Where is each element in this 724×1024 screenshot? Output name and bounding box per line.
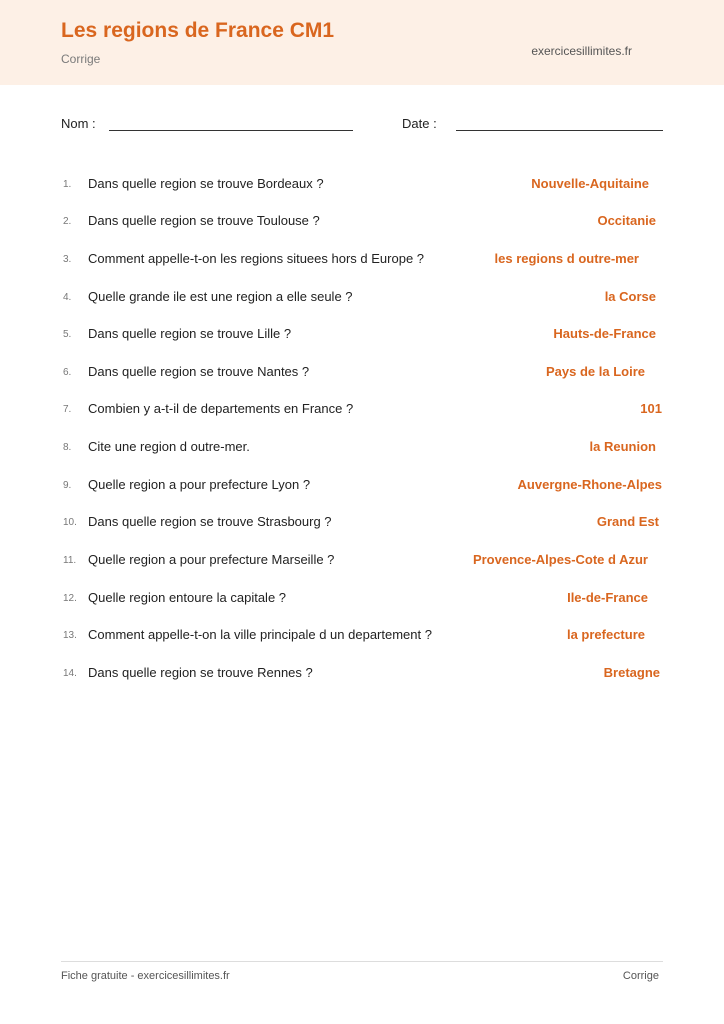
question-row xyxy=(0,326,724,346)
question-text: Dans quelle region se trouve Lille ? xyxy=(88,326,292,341)
question-answer: Ile-de-France xyxy=(567,590,648,605)
question-number: 14. xyxy=(63,668,77,679)
question-text: Comment appelle-t-on les regions situees hors d Europe ? xyxy=(88,251,425,266)
question-row xyxy=(0,590,724,610)
question-text: Dans quelle region se trouve Toulouse ? xyxy=(88,213,320,228)
question-text: Quelle region entoure la capitale ? xyxy=(88,590,287,605)
question-number: 13. xyxy=(63,630,77,641)
question-text: Quelle region a pour prefecture Lyon ? xyxy=(88,477,311,492)
question-number: 6. xyxy=(63,367,72,378)
question-answer: Pays de la Loire xyxy=(546,364,645,379)
footer-divider xyxy=(61,961,663,962)
question-answer: Occitanie xyxy=(597,213,656,228)
question-row xyxy=(0,176,724,196)
name-line xyxy=(109,130,353,131)
question-number: 1. xyxy=(63,179,72,190)
footer-label: Corrige xyxy=(622,970,659,982)
question-row xyxy=(0,439,724,459)
question-row xyxy=(0,289,724,309)
question-row xyxy=(0,552,724,572)
question-answer: Nouvelle-Aquitaine xyxy=(531,176,649,191)
question-text: Cite une region d outre-mer. xyxy=(88,439,250,454)
question-row xyxy=(0,477,724,497)
name-label: Nom : xyxy=(61,116,96,131)
question-row xyxy=(0,401,724,421)
question-number: 8. xyxy=(63,442,72,453)
question-number: 2. xyxy=(63,216,72,227)
question-text: Dans quelle region se trouve Rennes ? xyxy=(88,665,313,680)
question-text: Quelle grande ile est une region a elle seule ? xyxy=(88,289,353,304)
question-text: Dans quelle region se trouve Bordeaux ? xyxy=(88,176,324,191)
question-answer: Provence-Alpes-Cote d Azur xyxy=(472,552,648,567)
question-number: 3. xyxy=(63,254,72,265)
question-row xyxy=(0,251,724,271)
question-number: 9. xyxy=(63,480,72,491)
date-label: Date : xyxy=(402,116,437,131)
question-text: Comment appelle-t-on la ville principale d un departement ? xyxy=(88,627,432,642)
question-number: 5. xyxy=(63,329,72,340)
question-row xyxy=(0,364,724,384)
question-number: 12. xyxy=(63,593,77,604)
question-row xyxy=(0,213,724,233)
question-number: 10. xyxy=(63,517,77,528)
question-number: 7. xyxy=(63,404,72,415)
question-answer: Auvergne-Rhone-Alpes xyxy=(517,477,662,492)
question-answer: les regions d outre-mer xyxy=(494,251,639,266)
footer-source: Fiche gratuite - exercicesillimites.fr xyxy=(61,970,230,982)
question-text: Dans quelle region se trouve Nantes ? xyxy=(88,364,310,379)
page-subtitle: Corrige xyxy=(61,52,101,66)
question-answer: la Reunion xyxy=(589,439,656,454)
question-text: Combien y a-t-il de departements en France ? xyxy=(88,401,354,416)
page-title: Les regions de France CM1 xyxy=(61,19,335,42)
date-line xyxy=(456,130,663,131)
question-answer: 101 xyxy=(640,401,662,416)
question-text: Dans quelle region se trouve Strasbourg ? xyxy=(88,514,332,529)
site-name: exercicesillimites.fr xyxy=(531,44,632,58)
question-number: 4. xyxy=(63,292,72,303)
question-answer: Bretagne xyxy=(603,665,660,680)
question-answer: la prefecture xyxy=(566,627,645,642)
question-text: Quelle region a pour prefecture Marseille ? xyxy=(88,552,335,567)
question-row xyxy=(0,665,724,685)
header-banner xyxy=(0,0,724,85)
question-answer: Hauts-de-France xyxy=(553,326,656,341)
question-answer: la Corse xyxy=(604,289,656,304)
question-number: 11. xyxy=(63,555,77,566)
question-row xyxy=(0,514,724,534)
question-row xyxy=(0,627,724,647)
question-answer: Grand Est xyxy=(596,514,659,529)
